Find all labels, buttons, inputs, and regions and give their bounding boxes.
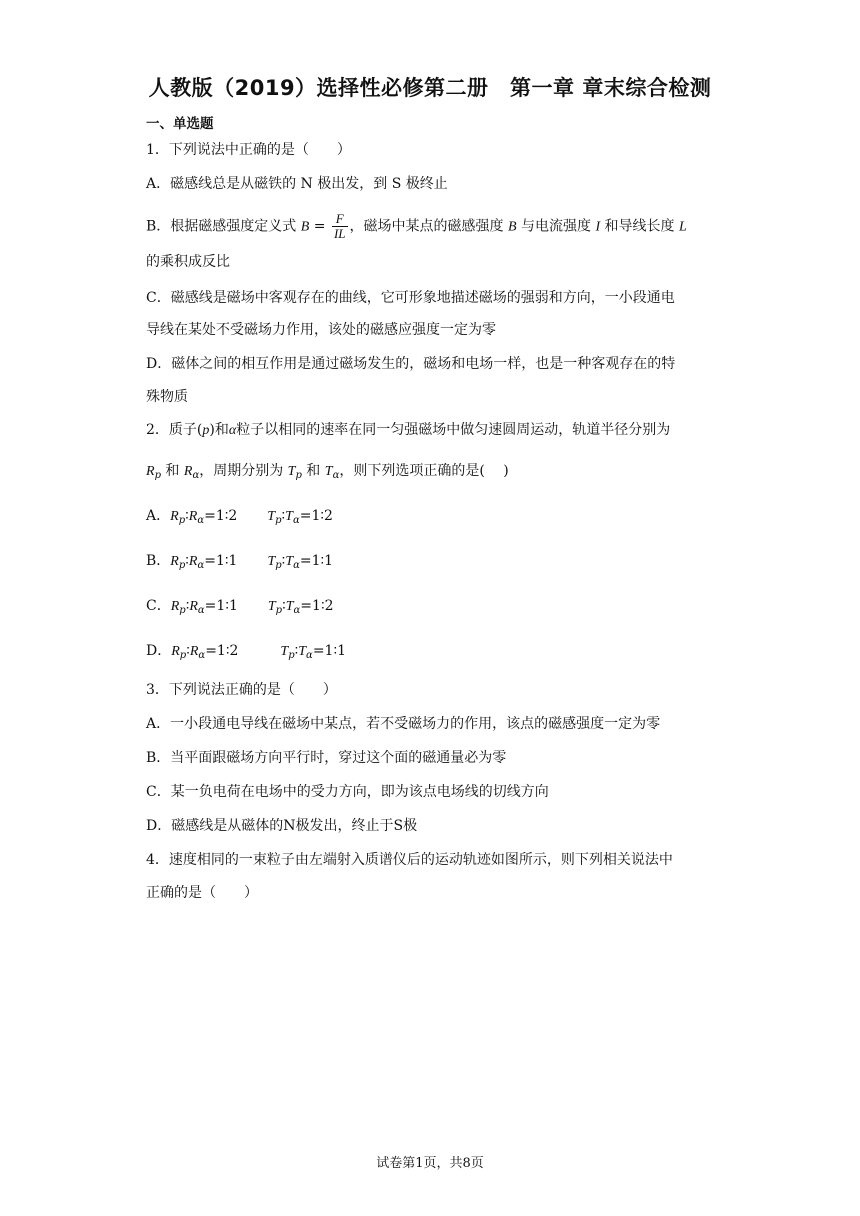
option-label: C． [146, 598, 171, 614]
q1-b-var-b: B [507, 219, 517, 235]
section-heading: 一、单选题 [146, 116, 214, 132]
radius-ratio: 1∶1 [216, 598, 238, 614]
q2-var-p: p [202, 423, 210, 438]
q2-var-tp: T [287, 464, 296, 479]
q2-stem-mid: )和 [209, 422, 229, 438]
page-title: 人教版（2019）选择性必修第二册 第一章 章末综合检测 [148, 76, 712, 100]
q2-sub-ta: α [332, 470, 340, 481]
option-label: B． [146, 553, 171, 569]
period-ratio: 1∶2 [312, 598, 334, 614]
q2-var-ra: R [183, 464, 193, 479]
q1-option-b-cont: 的乘积成反比 [146, 254, 230, 270]
option-label: D． [146, 643, 172, 659]
q2-and: 和 [160, 463, 184, 479]
q1-b-prefix: B．根据磁感强度定义式 [146, 218, 301, 235]
q3-option-b: B．当平面跟磁场方向平行时，穿过这个面的磁通量必为零 [146, 750, 507, 766]
q2-option-b: B．$R_p∶R_\alpha=1∶1$ $T_p∶T_\alpha=1∶1$ [146, 553, 334, 571]
q2-var-alpha: α [228, 423, 237, 438]
q1-b-var-l: L [679, 219, 687, 235]
q3-stem: 3．下列说法正确的是（ ） [146, 682, 337, 698]
radius-ratio: 1∶1 [215, 553, 238, 569]
q1-option-d-line2: 殊物质 [146, 389, 188, 405]
fraction-denominator: IL [333, 226, 346, 241]
q1-option-d-line1: D．磁体之间的相互作用是通过磁场发生的，磁场和电场一样，也是一种客观存在的特 [146, 356, 676, 372]
q1-b-var-i: I [595, 219, 601, 235]
period-ratio: 1∶2 [311, 508, 333, 524]
q2-stem-line1 [146, 420, 670, 441]
radius-ratio: 1∶2 [215, 508, 238, 524]
q1-b-fraction [332, 212, 348, 241]
q4-stem-line2: 正确的是（ ） [146, 885, 258, 901]
q2-mid: ，周期分别为 [199, 463, 288, 479]
q1-b-eq-var: B [300, 219, 310, 235]
q2-var-rp: R [146, 464, 155, 479]
q3-option-c: C．某一负电荷在电场中的受力方向，即为该点电场线的切线方向 [146, 784, 549, 800]
q2-var-ta: T [324, 464, 333, 479]
fraction-numerator: F [332, 212, 348, 227]
q2-option-a: A．$R_p∶R_\alpha=1∶2$ $T_p∶T_\alpha=1∶2$ [146, 508, 333, 526]
q1-b-text2: 与电流强度 [516, 218, 596, 235]
q4-stem-line1: 4．速度相同的一束粒子由左端射入质谱仪后的运动轨迹如图所示，则下列相关说法中 [146, 852, 673, 868]
q1-stem: 1．下列说法中正确的是（ ） [146, 142, 351, 158]
q2-sub-tp: p [295, 470, 302, 481]
radius-ratio: 1∶2 [216, 643, 239, 659]
period-ratio: 1∶1 [324, 643, 347, 659]
q1-b-text3: 和导线长度 [600, 218, 680, 235]
q2-and2: 和 [301, 463, 325, 479]
q2-post: ，则下列选项正确的是( ) [339, 463, 509, 479]
q2-stem-pre: 2．质子( [146, 422, 203, 438]
q3-option-d: D．磁感线是从磁体的N极发出，终止于S极 [146, 818, 418, 834]
q2-stem-line2 [146, 461, 509, 486]
q1-option-b [146, 212, 687, 241]
q2-sub-alpha: α [192, 470, 200, 481]
q1-option-c-line1: C．磁感线是磁场中客观存在的曲线，它可形象地描述磁场的强弱和方向，一小段通电 [146, 290, 675, 306]
q2-option-d: D．$R_p∶R_\alpha=1∶2$ $T_p∶T_\alpha=1∶1$ [146, 643, 347, 661]
option-label: A． [146, 508, 171, 524]
page-footer: 试卷第1页，共8页 [376, 1156, 484, 1171]
period-ratio: 1∶1 [311, 553, 334, 569]
q1-b-eqsign: = [309, 218, 330, 235]
q1-option-c-line2: 导线在某处不受磁场力作用，该处的磁感应强度一定为零 [146, 322, 496, 338]
q2-sub-p: p [154, 470, 161, 481]
q2-stem-post: 粒子以相同的速率在同一匀强磁场中做匀速圆周运动，轨道半径分别为 [236, 422, 671, 438]
q3-option-a: A．一小段通电导线在磁场中某点，若不受磁场力的作用，该点的磁感强度一定为零 [146, 716, 661, 732]
q2-option-c: C．$R_p∶R_\alpha=1∶1$ $T_p∶T_\alpha=1∶2$ [146, 598, 334, 616]
q1-b-text1: ，磁场中某点的磁感强度 [349, 218, 508, 235]
q1-option-a: A．磁感线总是从磁铁的 N 极出发，到 S 极终止 [146, 176, 448, 192]
